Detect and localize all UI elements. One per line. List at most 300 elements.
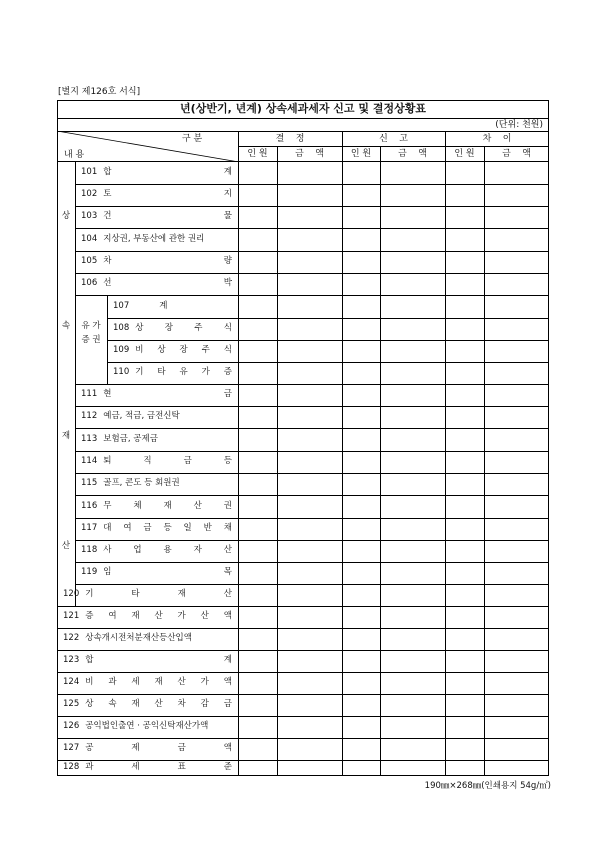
amount-cell[interactable]: [278, 717, 341, 737]
table-row: [81, 257, 232, 266]
count-cell[interactable]: [446, 519, 483, 539]
label-char: 속: [108, 699, 117, 709]
row-label: 보험금, 공제금: [103, 433, 158, 444]
count-cell[interactable]: [239, 274, 276, 294]
count-cell[interactable]: [446, 363, 483, 383]
row-label: [135, 368, 232, 377]
count-cell[interactable]: [446, 385, 483, 405]
label-char: 차: [177, 699, 186, 709]
row-code: 116: [81, 500, 98, 511]
amount-cell[interactable]: [278, 162, 341, 183]
label-char: 금: [223, 389, 232, 399]
count-cell[interactable]: [343, 252, 379, 272]
count-cell[interactable]: [239, 452, 276, 472]
table-row: [63, 590, 232, 599]
label-char: 세: [131, 762, 140, 772]
count-cell[interactable]: [446, 407, 483, 427]
count-cell[interactable]: [446, 563, 483, 583]
amount-cell[interactable]: [485, 651, 548, 671]
table-row: [81, 546, 232, 555]
amount-cell[interactable]: [485, 319, 548, 339]
amount-cell[interactable]: [278, 563, 341, 583]
amount-cell[interactable]: [278, 341, 341, 361]
amount-cell[interactable]: [485, 429, 548, 450]
label-char: 채: [223, 523, 232, 533]
amount-cell[interactable]: [278, 319, 341, 339]
count-cell[interactable]: [343, 474, 379, 494]
table-row: [81, 212, 232, 221]
count-cell[interactable]: [343, 207, 379, 227]
header-sub-count: 인 원: [454, 149, 475, 159]
header-sub-count: 인 원: [247, 149, 268, 159]
count-cell[interactable]: [239, 341, 276, 361]
amount-cell[interactable]: [381, 341, 444, 361]
label-char: 임: [103, 567, 112, 577]
table-row: [81, 190, 232, 199]
row-label: 상속개시전처분재산등산입액: [85, 633, 192, 643]
count-cell[interactable]: [239, 717, 276, 737]
amount-cell[interactable]: [381, 296, 444, 317]
amount-cell[interactable]: [278, 474, 341, 494]
count-cell[interactable]: [446, 319, 483, 339]
row-code: 107: [113, 300, 130, 311]
count-cell[interactable]: [343, 496, 379, 517]
label-char: 비: [85, 677, 94, 687]
row-code: 104: [81, 233, 98, 244]
label-char: 가: [177, 611, 186, 621]
count-cell[interactable]: [343, 607, 379, 627]
table-row: [81, 412, 232, 421]
label-char: 직: [143, 456, 152, 466]
label-char: 액: [223, 611, 232, 621]
count-cell[interactable]: [446, 229, 483, 250]
count-cell[interactable]: [446, 496, 483, 517]
table-row: [81, 568, 232, 577]
amount-cell[interactable]: [485, 519, 548, 539]
amount-cell[interactable]: [381, 319, 444, 339]
row-label: [103, 190, 232, 199]
amount-cell[interactable]: [381, 429, 444, 450]
label-char: 증: [85, 611, 94, 621]
amount-cell[interactable]: [381, 541, 444, 561]
count-cell[interactable]: [239, 385, 276, 405]
amount-cell[interactable]: [485, 229, 548, 250]
table-row: [63, 722, 232, 731]
label-char: 합: [103, 166, 112, 177]
label-char: 타: [157, 367, 166, 377]
amount-cell[interactable]: [485, 296, 548, 317]
label-char: 과: [108, 677, 117, 687]
label-char: 량: [223, 256, 232, 266]
count-cell[interactable]: [343, 629, 379, 649]
count-cell[interactable]: [239, 319, 276, 339]
row-label: [103, 390, 232, 399]
amount-cell[interactable]: [278, 185, 341, 205]
amount-cell[interactable]: [278, 695, 341, 715]
amount-cell[interactable]: [381, 274, 444, 294]
amount-cell[interactable]: [381, 407, 444, 427]
row-label: 예금, 적금, 금전신탁: [103, 411, 180, 421]
amount-cell[interactable]: [278, 274, 341, 294]
amount-cell[interactable]: [278, 607, 341, 627]
amount-cell[interactable]: [485, 717, 548, 737]
amount-cell[interactable]: [278, 363, 341, 383]
side-char: 상: [61, 210, 71, 221]
count-cell[interactable]: [239, 407, 276, 427]
row-code: 124: [63, 677, 80, 687]
label-char: 장: [164, 323, 173, 333]
count-cell[interactable]: [343, 319, 379, 339]
row-label: [85, 678, 232, 687]
amount-cell[interactable]: [485, 452, 548, 472]
row-label: [103, 257, 232, 266]
row-label: [85, 763, 232, 772]
label-char: 과: [85, 762, 94, 772]
amount-cell[interactable]: [381, 452, 444, 472]
amount-cell[interactable]: [381, 629, 444, 649]
amount-cell[interactable]: [278, 651, 341, 671]
grid-line: [57, 118, 549, 119]
label-char: 산: [154, 699, 163, 709]
amount-cell[interactable]: [278, 673, 341, 693]
row-label: [103, 457, 232, 466]
table-row: [81, 502, 232, 511]
amount-cell[interactable]: [278, 629, 341, 649]
amount-cell[interactable]: [485, 695, 548, 715]
label-char: 금: [183, 456, 192, 466]
count-cell[interactable]: [446, 296, 483, 317]
label-char: 재: [154, 677, 163, 687]
amount-cell[interactable]: [381, 207, 444, 227]
label-char: 재: [163, 500, 172, 511]
count-cell[interactable]: [239, 429, 276, 450]
label-char: 반: [203, 523, 212, 533]
table-row: [63, 678, 232, 687]
table-row: [63, 744, 232, 753]
amount-cell[interactable]: [278, 385, 341, 405]
count-cell[interactable]: [239, 474, 276, 494]
label-char: 상: [135, 323, 144, 333]
label-char: 토: [103, 189, 112, 199]
label-char: 증: [223, 367, 232, 377]
header-content-label: 내 용: [64, 150, 85, 160]
row-label: [103, 168, 232, 177]
count-cell[interactable]: [239, 162, 276, 183]
amount-cell[interactable]: [381, 229, 444, 250]
count-cell[interactable]: [343, 341, 379, 361]
count-cell[interactable]: [239, 607, 276, 627]
amount-cell[interactable]: [381, 363, 444, 383]
count-cell[interactable]: [239, 673, 276, 693]
count-cell[interactable]: [446, 452, 483, 472]
count-cell[interactable]: [446, 162, 483, 183]
row-code: 114: [81, 456, 98, 466]
amount-cell[interactable]: [485, 541, 548, 561]
amount-cell[interactable]: [485, 274, 548, 294]
count-cell[interactable]: [343, 761, 379, 775]
table-row: [113, 302, 232, 311]
count-cell[interactable]: [343, 519, 379, 539]
count-cell[interactable]: [446, 341, 483, 361]
count-cell[interactable]: [446, 717, 483, 737]
amount-cell[interactable]: [485, 385, 548, 405]
count-cell[interactable]: [343, 363, 379, 383]
count-cell[interactable]: [343, 695, 379, 715]
label-char: 표: [177, 762, 186, 772]
count-cell[interactable]: [239, 229, 276, 250]
count-cell[interactable]: [446, 252, 483, 272]
amount-cell[interactable]: [485, 496, 548, 517]
label-char: 금: [223, 699, 232, 709]
amount-cell[interactable]: [485, 252, 548, 272]
count-cell[interactable]: [343, 563, 379, 583]
label-char: 기: [135, 367, 144, 377]
count-cell[interactable]: [446, 695, 483, 715]
amount-cell[interactable]: [381, 651, 444, 671]
count-cell[interactable]: [239, 651, 276, 671]
form-title: 년(상반기, 년계) 상속세과세자 신고 및 결정상황표: [180, 102, 426, 115]
amount-cell[interactable]: [485, 207, 548, 227]
amount-cell[interactable]: [381, 162, 444, 183]
row-code: 109: [113, 345, 130, 355]
count-cell[interactable]: [343, 385, 379, 405]
amount-cell[interactable]: [278, 541, 341, 561]
amount-cell[interactable]: [278, 761, 341, 775]
label-char: 제: [131, 743, 140, 753]
amount-cell[interactable]: [485, 607, 548, 627]
amount-cell[interactable]: [485, 341, 548, 361]
amount-cell[interactable]: [485, 407, 548, 427]
table-row: [81, 435, 232, 444]
count-cell[interactable]: [239, 629, 276, 649]
amount-cell[interactable]: [381, 385, 444, 405]
row-code: 101: [81, 166, 98, 177]
row-code: 120: [63, 589, 80, 599]
table-row: [81, 479, 232, 488]
side-char: 재: [61, 430, 71, 441]
label-char: 사: [103, 545, 112, 555]
amount-cell[interactable]: [381, 673, 444, 693]
label-char: 합: [85, 655, 94, 665]
label-char: 산: [154, 611, 163, 621]
count-cell[interactable]: [446, 739, 483, 759]
table-row: [63, 700, 232, 709]
header-group-report: 신 고: [379, 134, 408, 144]
amount-cell[interactable]: [381, 585, 444, 605]
count-cell[interactable]: [343, 452, 379, 472]
side-char: 산: [61, 540, 71, 551]
header-sub-amount: 금 액: [295, 149, 324, 159]
label-char: 타: [131, 589, 140, 599]
amount-cell[interactable]: [278, 519, 341, 539]
label-char: 상: [157, 345, 166, 355]
label-char: 가: [201, 367, 210, 377]
label-char: 계: [223, 655, 232, 665]
count-cell[interactable]: [343, 429, 379, 450]
count-cell[interactable]: [239, 739, 276, 759]
count-cell[interactable]: [239, 695, 276, 715]
amount-cell[interactable]: [381, 185, 444, 205]
count-cell[interactable]: [446, 541, 483, 561]
row-label: [85, 612, 232, 621]
count-cell[interactable]: [343, 274, 379, 294]
count-cell[interactable]: [446, 185, 483, 205]
count-cell[interactable]: [239, 519, 276, 539]
count-cell[interactable]: [239, 185, 276, 205]
amount-cell[interactable]: [485, 761, 548, 775]
grid-line: [238, 146, 549, 147]
amount-cell[interactable]: [278, 739, 341, 759]
header-category-label: 구 분: [182, 134, 203, 144]
amount-cell[interactable]: [278, 229, 341, 250]
amount-cell[interactable]: [278, 496, 341, 517]
count-cell[interactable]: [446, 629, 483, 649]
row-code: 111: [81, 389, 98, 399]
row-code: 110: [113, 367, 130, 377]
count-cell[interactable]: [343, 407, 379, 427]
count-cell[interactable]: [446, 761, 483, 775]
count-cell[interactable]: [239, 541, 276, 561]
table-row: [63, 612, 232, 621]
row-label: [103, 279, 232, 288]
count-cell[interactable]: [343, 651, 379, 671]
label-char: 물: [223, 211, 232, 221]
label-char: 산: [223, 589, 232, 599]
count-cell[interactable]: [343, 541, 379, 561]
amount-cell[interactable]: [381, 761, 444, 775]
table-row: [63, 656, 232, 665]
label-char: 주: [194, 323, 203, 333]
count-cell[interactable]: [239, 252, 276, 272]
row-code: 125: [63, 699, 80, 709]
label-char: 지: [223, 189, 232, 199]
amount-cell[interactable]: [381, 474, 444, 494]
row-code: 123: [63, 655, 80, 665]
amount-cell[interactable]: [485, 673, 548, 693]
row-code: 105: [81, 256, 98, 266]
count-cell[interactable]: [343, 229, 379, 250]
row-label: 공익법인출연 · 공익신탁재산가액: [85, 721, 209, 731]
row-code: 127: [63, 743, 80, 753]
label-char: 공: [85, 743, 94, 753]
amount-cell[interactable]: [485, 162, 548, 183]
count-cell[interactable]: [343, 162, 379, 183]
amount-cell[interactable]: [278, 452, 341, 472]
side-char: 속: [61, 320, 71, 331]
amount-cell[interactable]: [485, 474, 548, 494]
row-code: 118: [81, 545, 98, 555]
table-row: [63, 634, 232, 643]
label-char: 세: [131, 677, 140, 687]
count-cell[interactable]: [343, 673, 379, 693]
row-label: [103, 524, 232, 533]
header-sub-amount: 금 액: [398, 149, 427, 159]
label-char: 박: [223, 278, 232, 288]
label-char: 건: [103, 211, 112, 221]
amount-cell[interactable]: [381, 607, 444, 627]
count-cell[interactable]: [239, 296, 276, 317]
amount-cell[interactable]: [278, 585, 341, 605]
count-cell[interactable]: [446, 673, 483, 693]
amount-cell[interactable]: [278, 252, 341, 272]
label-char: 기: [85, 589, 94, 599]
amount-cell[interactable]: [278, 407, 341, 427]
row-label: 지상권, 부동산에 관한 권리: [103, 233, 205, 244]
count-cell[interactable]: [343, 717, 379, 737]
count-cell[interactable]: [446, 585, 483, 605]
count-cell[interactable]: [239, 363, 276, 383]
table-row: [81, 390, 232, 399]
count-cell[interactable]: [446, 651, 483, 671]
label-char: 업: [133, 545, 142, 555]
amount-cell[interactable]: [278, 296, 341, 317]
count-cell[interactable]: [239, 207, 276, 227]
row-code: 119: [81, 567, 98, 577]
count-cell[interactable]: [239, 563, 276, 583]
count-cell[interactable]: [239, 761, 276, 775]
row-label: [135, 346, 232, 355]
amount-cell[interactable]: [485, 629, 548, 649]
count-cell[interactable]: [343, 185, 379, 205]
row-code: 128: [63, 762, 80, 772]
header-sub-amount: 금 액: [502, 149, 531, 159]
label-char: 감: [200, 699, 209, 709]
label-char: 체: [133, 500, 142, 511]
amount-cell[interactable]: [278, 429, 341, 450]
row-code: 106: [81, 278, 98, 288]
label-char: 대: [103, 523, 112, 533]
row-code: 103: [81, 211, 98, 221]
count-cell[interactable]: [446, 429, 483, 450]
count-cell[interactable]: [446, 474, 483, 494]
row-label: [85, 744, 232, 753]
row-code: 115: [81, 478, 98, 488]
label-char: 재: [131, 699, 140, 709]
amount-cell[interactable]: [381, 695, 444, 715]
table-row: [81, 524, 232, 533]
count-cell[interactable]: [343, 585, 379, 605]
inherited-property-side-label: [57, 161, 75, 601]
count-cell[interactable]: [343, 739, 379, 759]
label-char: 액: [223, 677, 232, 687]
amount-cell[interactable]: [381, 252, 444, 272]
amount-cell[interactable]: [485, 585, 548, 605]
label-char: 식: [223, 345, 232, 355]
label-char: 액: [223, 743, 232, 753]
amount-cell[interactable]: [485, 185, 548, 205]
amount-cell[interactable]: [278, 207, 341, 227]
amount-cell[interactable]: [381, 739, 444, 759]
amount-cell[interactable]: [381, 496, 444, 517]
amount-cell[interactable]: [485, 739, 548, 759]
label-char: 식: [223, 323, 232, 333]
label-char: 등: [223, 456, 232, 466]
amount-cell[interactable]: [381, 519, 444, 539]
amount-cell[interactable]: [381, 717, 444, 737]
amount-cell[interactable]: [381, 563, 444, 583]
count-cell[interactable]: [446, 607, 483, 627]
row-code: 112: [81, 411, 98, 421]
amount-cell[interactable]: [485, 363, 548, 383]
count-cell[interactable]: [446, 274, 483, 294]
amount-cell[interactable]: [485, 563, 548, 583]
count-cell[interactable]: [446, 207, 483, 227]
count-cell[interactable]: [239, 585, 276, 605]
label-char: 차: [103, 256, 112, 266]
label-char: 준: [223, 762, 232, 772]
count-cell[interactable]: [343, 296, 379, 317]
count-cell[interactable]: [239, 496, 276, 517]
